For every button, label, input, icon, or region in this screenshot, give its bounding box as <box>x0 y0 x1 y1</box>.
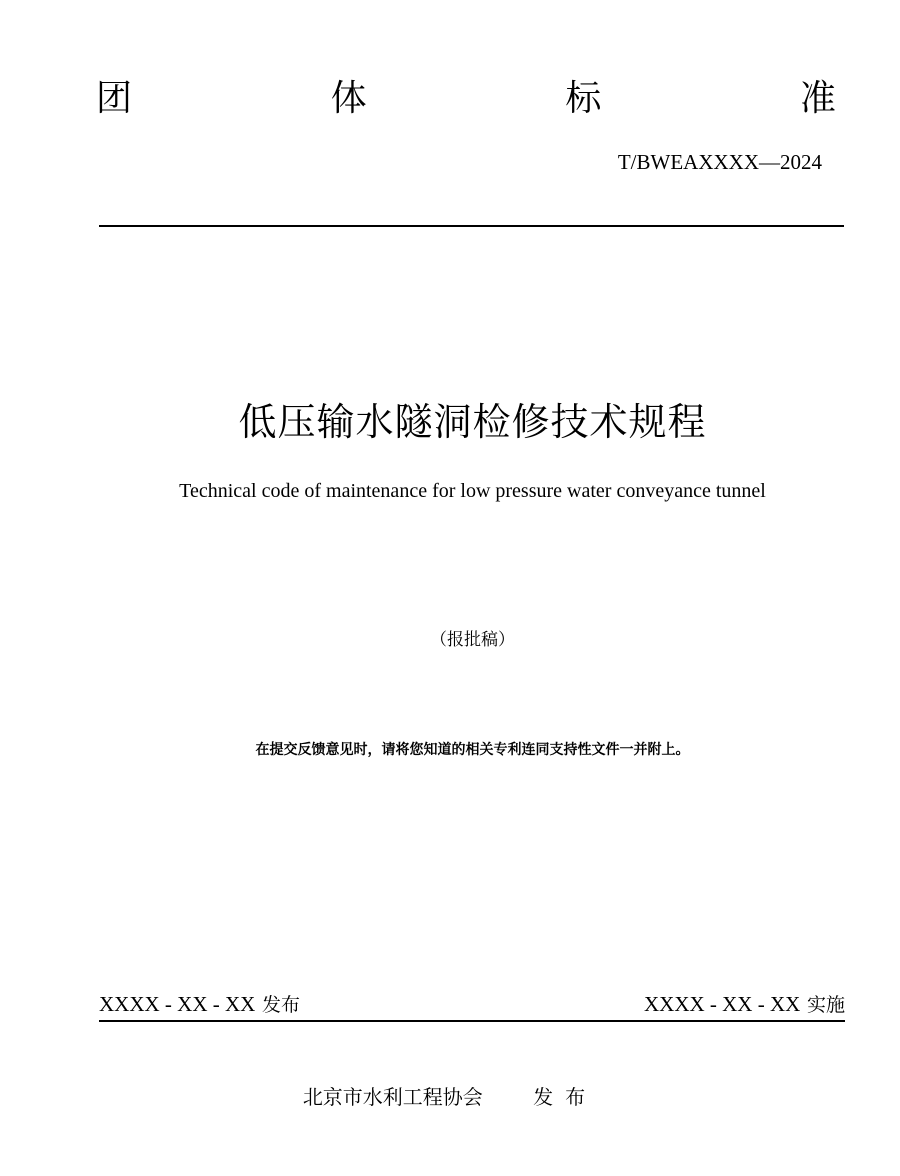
publisher-name: 北京市水利工程协会 <box>302 1085 483 1109</box>
publisher-line <box>0 1083 900 1111</box>
effective-date-block <box>644 990 845 1019</box>
patent-notice: 在提交反馈意见时，请将您知道的相关专利连同支持性文件一并附上。 <box>255 742 690 758</box>
standard-code: T/BWEAXXXX—2024 <box>617 150 822 174</box>
effective-label: 实施 <box>806 994 845 1016</box>
document-title-cn: 低压输水隧洞检修技术规程 <box>238 400 707 444</box>
issue-date: XXXX - XX - XX <box>99 992 256 1016</box>
heading-char-1: 团 <box>96 78 133 119</box>
bottom-divider <box>99 1020 845 1022</box>
document-title-en: Technical code of maintenance for low pressure water conveyance tunnel <box>179 480 766 502</box>
dates-row <box>99 990 845 1020</box>
standard-type-heading <box>96 74 836 124</box>
heading-char-3: 标 <box>565 78 602 119</box>
top-divider <box>99 225 844 227</box>
publisher-label: 发布 <box>533 1085 598 1109</box>
effective-date: XXXX - XX - XX <box>643 992 801 1016</box>
draft-status: （报批稿） <box>430 630 515 650</box>
issue-label: 发布 <box>262 994 301 1016</box>
issue-date-block <box>99 990 300 1019</box>
heading-char-4: 准 <box>799 78 836 119</box>
heading-char-2: 体 <box>330 78 367 119</box>
